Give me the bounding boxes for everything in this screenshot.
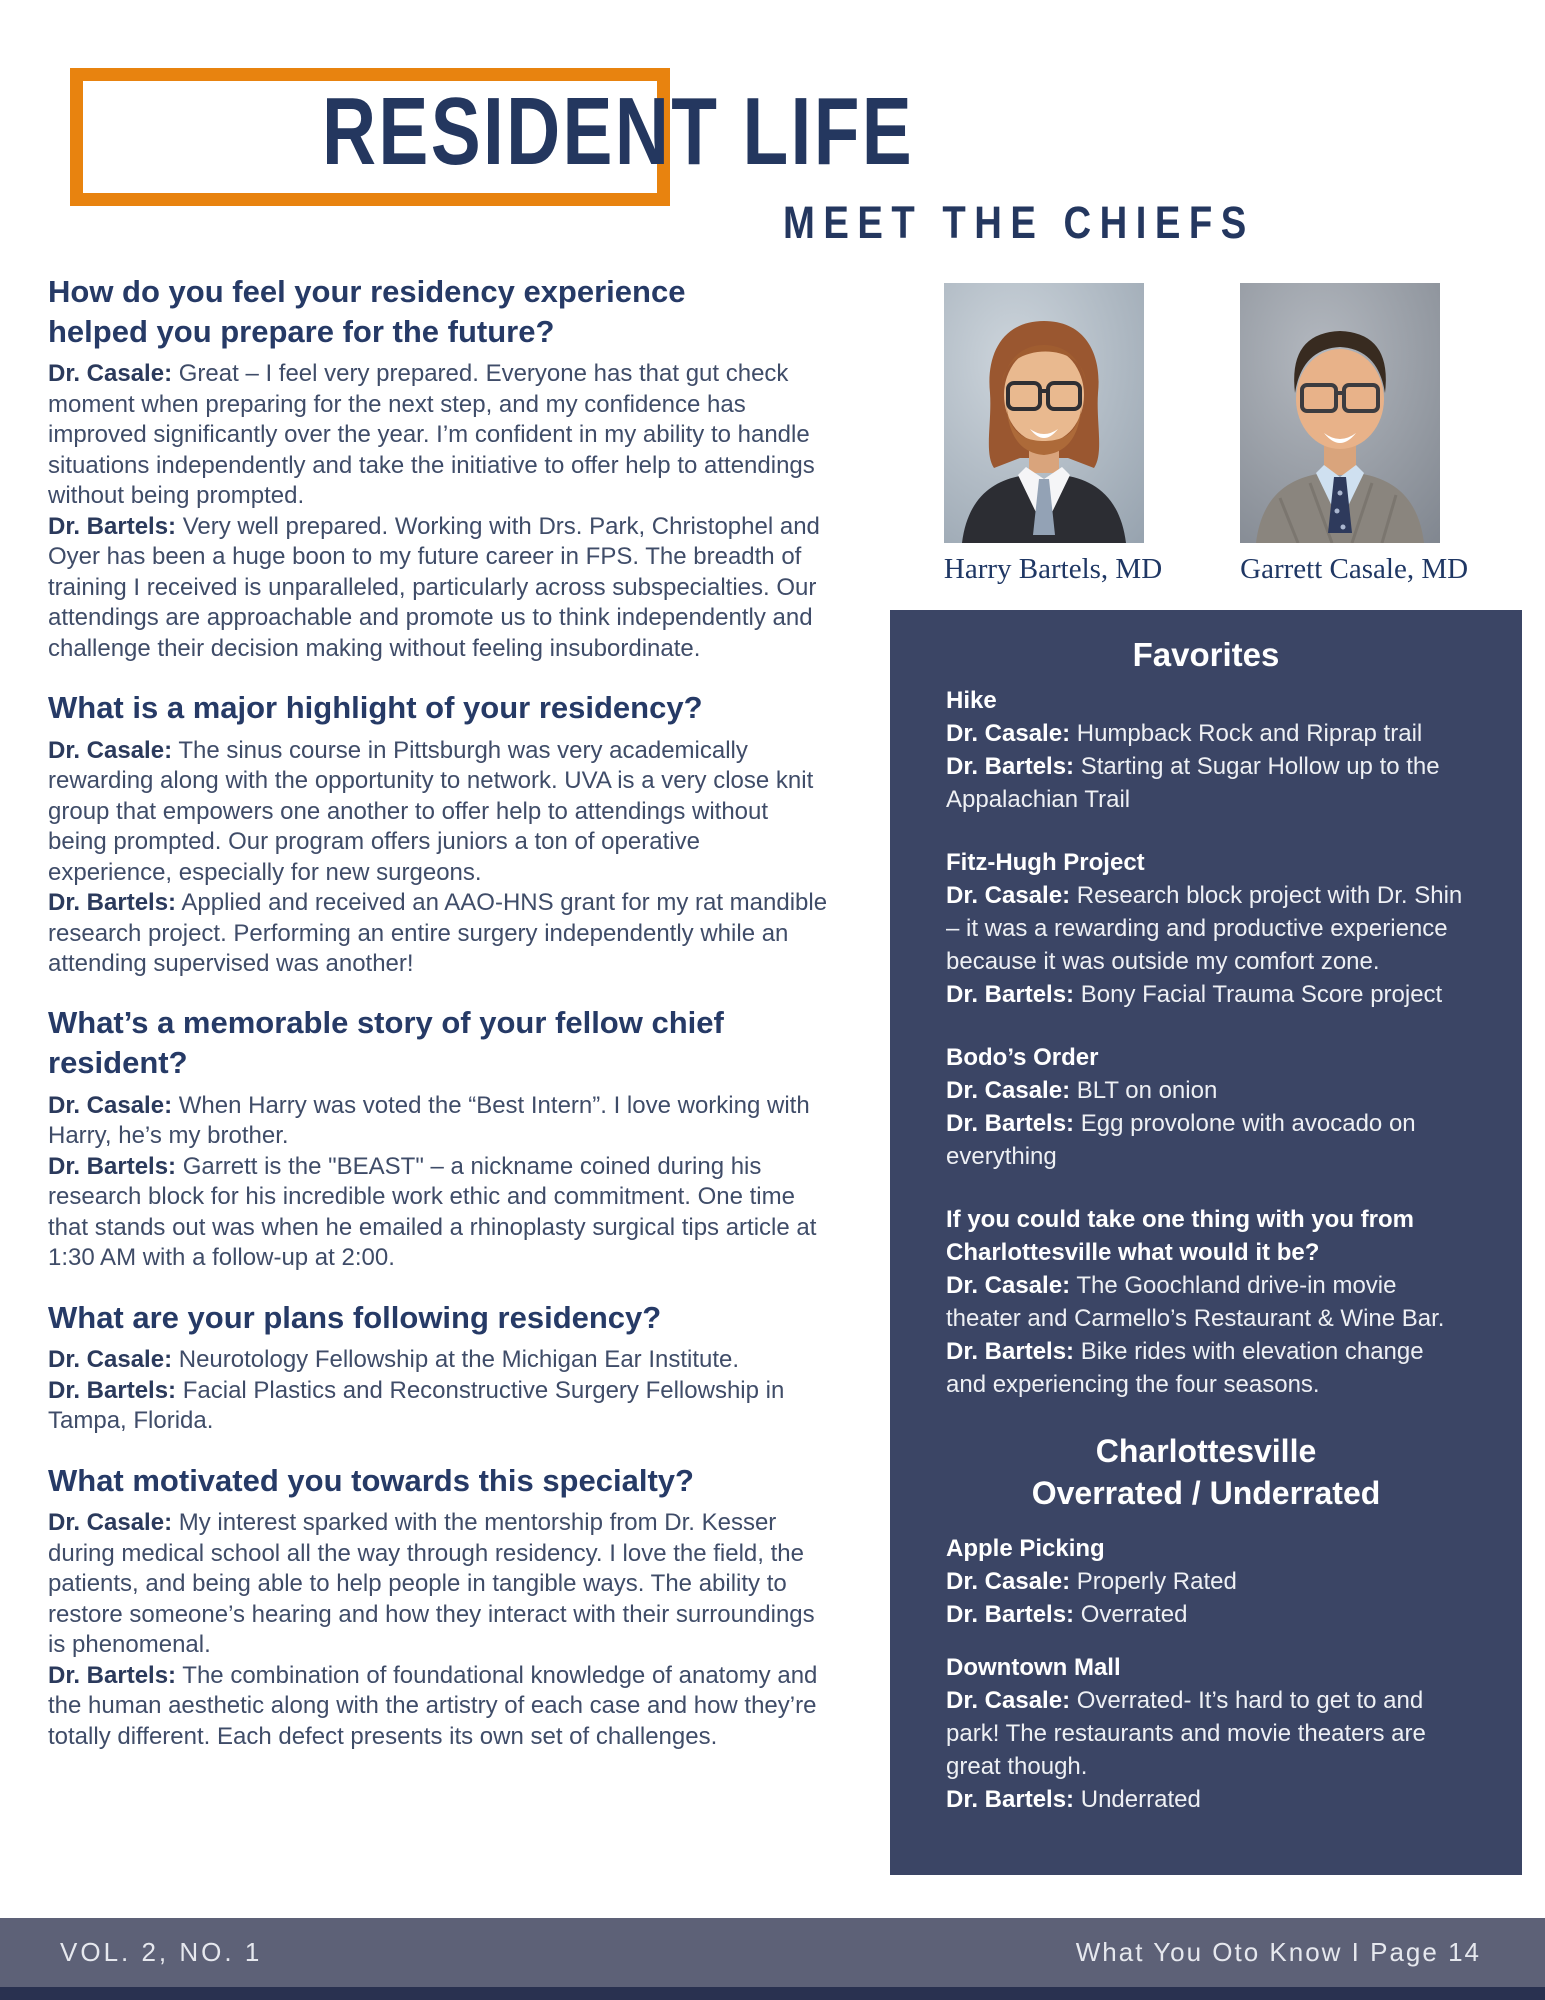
rated-section-apple-picking [946,1532,1466,1631]
question-heading: What motivated you towards this specialty? [48,1462,694,1498]
answer-text: My interest sparked with the mentorship from Dr. Kesser during medical school all the way through residency. I love the field, the patients, and being able to help people in tangible ways. The ability to restore someone’s hearing and how they interact with their surroundings is phenomenal. [48,1509,815,1659]
speaker-label: Dr. Casale: [946,720,1071,747]
answer-paragraph [48,736,830,888]
portrait-caption: Harry Bartels, MD [943,553,1163,585]
portrait-photo [1240,283,1440,543]
answer-text: The Goochland drive-in movie theater and Carmello’s Restaurant & Wine Bar. [946,1272,1445,1332]
favorites-section-heading: Hike [946,687,997,714]
speaker-label: Dr. Bartels: [946,981,1075,1008]
favorites-section-hike [946,684,1466,816]
answer-paragraph [946,717,1466,750]
answer-paragraph [946,1335,1466,1401]
speaker-label: Dr. Bartels: [946,1786,1075,1814]
page-subtitle: MEET THE CHIEFS [783,197,1255,248]
speaker-label: Dr. Casale: [946,1687,1071,1715]
page-title: RESIDENT LIFE [322,78,915,185]
favorites-section-fitz-hugh [946,846,1466,1011]
answer-paragraph [946,1598,1466,1631]
favorites-title: Favorites [1132,636,1280,673]
answer-paragraph [48,1508,830,1660]
answer-text: Applied and received an AAO-HNS grant for my rat mandible research project. Performing an entire surgery independently while an attending supervised was another! [48,889,828,977]
speaker-label: Dr. Bartels: [946,1338,1075,1365]
footer-volume-label: VOL. 2, NO. 1 [60,1937,263,1967]
speaker-label: Dr. Bartels: [946,1601,1075,1629]
answer-paragraph [48,1091,830,1152]
answer-text: Garrett is the "BEAST" – a nickname coined during his research block for his incredible work ethic and commitment. One time that stands out was when he emailed a rhinoplasty surgical tips article at 1:30 AM with a follow-up at 2:00. [48,1152,817,1272]
answer-paragraph [48,1661,830,1752]
portrait-caption: Garrett Casale, MD [1240,553,1469,585]
answer-paragraph [48,512,830,664]
favorites-panel [890,610,1522,1875]
answer-text: The combination of foundational knowledge of anatomy and the human aesthetic along with the artistry of each case and how they’re totally different. Each defect presents its own set of challenges. [48,1661,818,1750]
qa-section-plans [48,1298,830,1437]
qa-section-memorable-story [48,1003,830,1273]
answer-paragraph [946,1269,1466,1335]
answer-text: Facial Plastics and Reconstructive Surgery Fellowship in Tampa, Florida. [48,1376,785,1435]
speaker-label: Dr. Casale: [946,1077,1071,1104]
answer-text: Research block project with Dr. Shin – it was a rewarding and productive experience because it was outside my comfort zone. [946,882,1463,975]
portraits-row [890,283,1522,586]
answer-text: Egg provolone with avocado on everything [946,1110,1416,1170]
portrait-garrett-casale [1240,283,1468,586]
answer-text: Starting at Sugar Hollow up to the Appalachian Trail [946,753,1440,813]
answer-paragraph [946,1074,1466,1107]
answer-paragraph [946,1107,1466,1173]
answer-text: The sinus course in Pittsburgh was very academically rewarding along with the opportunity to network. UVA is a very close knit group that empowers one another to offer help to attendings without being prompted. Our program offers juniors a ton of operative experience, especially for new surgeons. [48,736,814,886]
question-heading: What are your plans following residency? [48,1299,662,1335]
answer-paragraph [946,1783,1466,1816]
question-heading: What is a major highlight of your residency? [48,690,703,726]
answer-text: Properly Rated [1076,1568,1237,1596]
qa-column [48,272,830,1776]
question-heading: What’s a memorable story of your fellow chief resident? [48,1005,724,1081]
answer-text: Neurotology Fellowship at the Michigan Ear Institute. [178,1346,740,1374]
answer-text: BLT on onion [1076,1077,1218,1104]
answer-text: Overrated- It’s hard to get to and park! The restaurants and movie theaters are great though. [946,1687,1426,1781]
speaker-label: Dr. Casale: [48,360,173,388]
speaker-label: Dr. Casale: [946,1272,1071,1299]
qa-section-motivation [48,1461,830,1752]
qa-section-highlight [48,688,830,979]
answer-paragraph [946,1684,1466,1783]
answer-paragraph [946,1565,1466,1598]
qa-section-future [48,272,830,664]
overrated-underrated-heading [946,1431,1466,1514]
speaker-label: Dr. Casale: [946,882,1071,909]
answer-paragraph [48,888,830,979]
portrait-harry-bartels [944,283,1162,586]
question-heading: How do you feel your residency experience helped you prepare for the future? [48,274,686,349]
rated-section-heading: Downtown Mall [946,1654,1121,1682]
answer-text: Bike rides with elevation change and experiencing the four seasons. [946,1338,1424,1398]
answer-text: Very well prepared. Working with Drs. Park, Christophel and Oyer has been a huge boon to my future career in FPS. The breadth of training I received is unparalleled, particularly across subspecialties. Our attendings are approachable and promote us to think independently and challenge their decision making without feeling insubordinate. [48,512,820,662]
overrated-heading-line2: Overrated / Underrated [1031,1474,1381,1511]
answer-paragraph [946,978,1466,1011]
answer-paragraph [48,1152,830,1274]
answer-text: Underrated [1080,1786,1201,1814]
speaker-label: Dr. Casale: [48,1509,173,1537]
favorites-section-heading: If you could take one thing with you from Charlottesville what would it be? [946,1206,1414,1266]
favorites-section-take-one-thing [946,1203,1466,1401]
answer-paragraph [946,750,1466,816]
answer-paragraph [946,879,1466,978]
rated-section-downtown-mall [946,1651,1466,1816]
answer-text: Humpback Rock and Riprap trail [1076,720,1423,747]
answer-paragraph [48,1376,830,1437]
footer-bottom-strip [0,1987,1545,2000]
rated-section-heading: Apple Picking [946,1535,1105,1563]
answer-paragraph [48,359,830,511]
speaker-label: Dr. Bartels: [48,1152,177,1180]
speaker-label: Dr. Casale: [48,736,173,764]
speaker-label: Dr. Bartels: [48,1376,177,1404]
favorites-section-bodos [946,1041,1466,1173]
footer-page-label: What You Oto Know I Page 14 [1075,1937,1481,1967]
answer-text: Bony Facial Trauma Score project [1080,981,1443,1008]
overrated-heading-line1: Charlottesville [1095,1433,1317,1469]
answer-text: Overrated [1080,1601,1188,1629]
portrait-photo [944,283,1144,543]
speaker-label: Dr. Bartels: [946,753,1075,780]
speaker-label: Dr. Bartels: [946,1110,1075,1137]
answer-text: When Harry was voted the “Best Intern”. I love working with Harry, he’s my brother. [48,1091,810,1150]
speaker-label: Dr. Casale: [48,1091,173,1119]
speaker-label: Dr. Bartels: [48,1661,177,1689]
favorites-section-heading: Bodo’s Order [946,1044,1099,1071]
favorites-section-heading: Fitz-Hugh Project [946,849,1145,876]
answer-text: Great – I feel very prepared. Everyone has that gut check moment when preparing for the next step, and my confidence has improved significantly over the year. I’m confident in my ability to handle situations independently and take the initiative to offer help to attendings without being prompted. [48,360,815,510]
speaker-label: Dr. Casale: [946,1568,1071,1596]
answer-paragraph [48,1345,830,1375]
speaker-label: Dr. Bartels: [48,512,177,540]
speaker-label: Dr. Bartels: [48,889,177,917]
speaker-label: Dr. Casale: [48,1346,173,1374]
